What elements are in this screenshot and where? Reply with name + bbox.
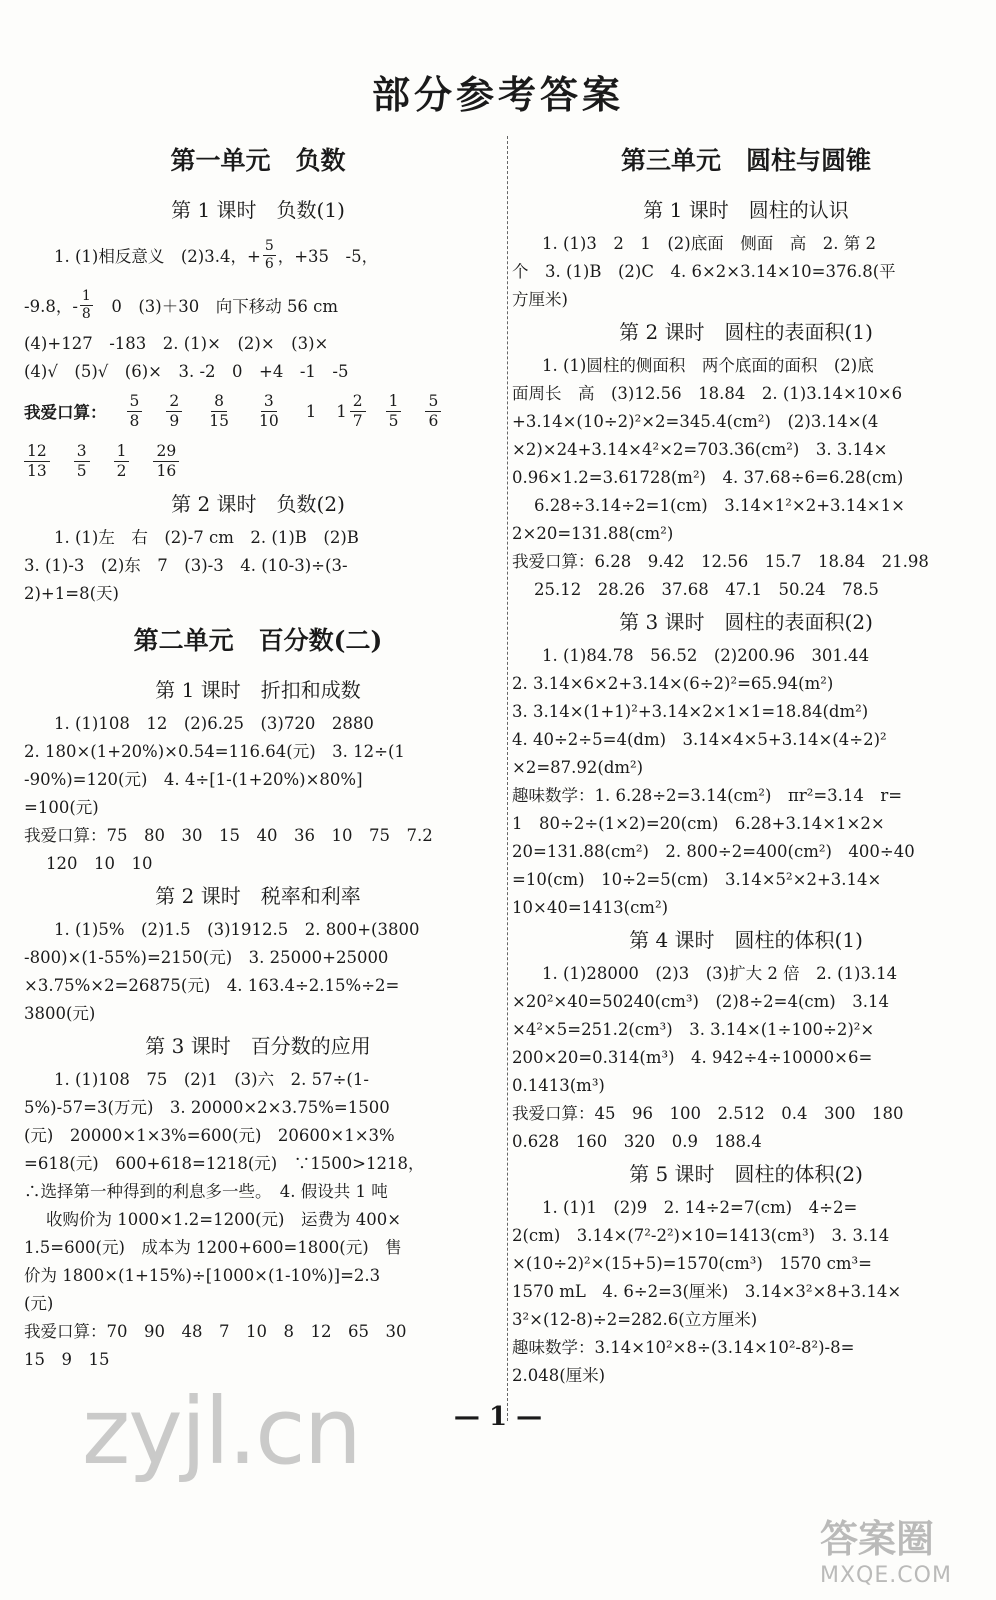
mixed-number: 1 $\frac{2}{7}$: [336, 392, 365, 431]
mental-math-row: 0.628 160 320 0.9 188.4: [512, 1132, 762, 1151]
site-logo: [820, 1508, 970, 1588]
answer-line: 3²×(12-8)÷2=282.6(立方厘米): [512, 1310, 758, 1329]
fun-math-line: 趣味数学：1. 6.28÷2=3.14(cm²) πr²=3.14 r=: [512, 786, 903, 805]
lesson-heading: 第 2 课时 负数(2): [171, 492, 345, 516]
mental-math-row: 15 9 15: [24, 1350, 110, 1369]
mental-math-label: 我爱口算：: [24, 403, 107, 422]
fun-math-line: =10(cm) 10÷2=5(cm) 3.14×5²×2+3.14×: [512, 870, 882, 889]
fraction: $\frac{1}{5}$: [386, 392, 402, 431]
fraction: $\frac{5}{8}$: [127, 392, 143, 431]
answer-line: 面周长 高 (3)12.56 18.84 2. (1)3.14×10×6: [512, 384, 903, 403]
lesson-heading: 第 4 课时 圆柱的体积(1): [629, 928, 863, 952]
answer-line: 0.1413(m³): [512, 1076, 605, 1095]
answer-line: ×2)×24+3.14×4²×2=703.36(cm²) 3. 3.14×: [512, 440, 888, 459]
answer-line: 2. 3.14×6×2+3.14×(6÷2)²=65.94(m²): [512, 674, 834, 693]
right-column: [512, 146, 980, 1390]
lesson-heading: 第 2 课时 圆柱的表面积(1): [619, 320, 873, 344]
answer-line: 1. (1)28000 (2)3 (3)扩大 2 倍 2. (1)3.14: [542, 964, 898, 983]
fraction: $\frac{5}{6}$: [425, 392, 441, 431]
watermark: zyjl.cn: [82, 1378, 360, 1485]
mental-math-row: [24, 386, 492, 436]
answer-line: 收购价为 1000×1.2=1200(元) 运费为 400×: [46, 1210, 402, 1229]
answer-line: 1. (1)圆柱的侧面积 两个底面的面积 (2)底: [542, 356, 874, 375]
answer-line: 2×20=131.88(cm²): [512, 524, 674, 543]
mental-math-row: 25.12 28.26 37.68 47.1 50.24 78.5: [534, 580, 879, 599]
answer-line: =100(元): [24, 798, 99, 817]
left-column: [24, 146, 492, 1374]
answer-line: 2)+1=8(天): [24, 584, 119, 603]
answer-line: (元): [24, 1294, 54, 1313]
mental-math-row: 我爱口算：45 96 100 2.512 0.4 300 180: [512, 1104, 904, 1123]
page-number: — 1 —: [453, 1402, 543, 1432]
answer-text: -9.8，-: [24, 297, 78, 316]
fun-math-line: 10×40=1413(cm²): [512, 898, 669, 917]
fraction: $\frac{1}{2}$: [114, 442, 130, 481]
mental-math-row: 我爱口算：6.28 9.42 12.56 15.7 18.84 21.98: [512, 552, 929, 571]
answer-text: 0 (3)＋30 向下移动 56 cm: [94, 297, 339, 316]
answer-line: 1. (1)108 12 (2)6.25 (3)720 2880: [54, 714, 374, 733]
answer-line: 价为 1800×(1+15%)÷[1000×(1-10%)]=2.3: [24, 1266, 381, 1285]
answer-line: (4)+127 -183 2. (1)× (2)× (3)×: [24, 334, 329, 353]
answer-line: 3. 3.14×(1+1)²+3.14×2×1×1=18.84(dm²): [512, 702, 869, 721]
answer-line: 2(cm) 3.14×(7²-2²)×10=1413(cm³) 3. 3.14: [512, 1226, 890, 1245]
answer-line: [24, 280, 492, 330]
answer-line: 1. (1)左 右 (2)-7 cm 2. (1)B (2)B: [54, 528, 359, 547]
answer-line: 200×20=0.314(m³) 4. 942÷4÷10000×6=: [512, 1048, 873, 1067]
answer-line: -90%)=120(元) 4. 4÷[1-(1+20%)×80%]: [24, 770, 363, 789]
answer-line: -800)×(1-55%)=2150(元) 3. 25000+25000: [24, 948, 389, 967]
fraction: $\frac{8}{15}$: [209, 391, 229, 430]
integer-answer: 1: [305, 401, 317, 421]
answer-line: 1. (1)1 (2)9 2. 14÷2=7(cm) 4÷2=: [542, 1198, 858, 1217]
fraction: $\frac{2}{9}$: [166, 392, 182, 431]
fraction: $\frac{3}{5}$: [74, 442, 90, 481]
answer-line: ×20²×40=50240(cm³) (2)8÷2=4(cm) 3.14: [512, 992, 889, 1011]
answer-line: 2. 180×(1+20%)×0.54=116.64(元) 3. 12÷(1: [24, 742, 405, 761]
answer-line: 1. (1)3 2 1 (2)底面 侧面 高 2. 第 2: [542, 234, 876, 253]
lesson-heading: 第 1 课时 圆柱的认识: [643, 198, 849, 222]
fraction: $\frac{5}{6}$: [264, 237, 274, 272]
answer-line: 1. (1)108 75 (2)1 (3)六 2. 57÷(1-: [54, 1070, 369, 1089]
answer-line: 5%)-57=3(万元) 3. 20000×2×3.75%=1500: [24, 1098, 390, 1117]
fun-math-line: 20=131.88(cm²) 2. 800÷2=400(cm²) 400÷40: [512, 842, 915, 861]
mental-math-row: [24, 436, 492, 486]
mental-math-row: 我爱口算：75 80 30 15 40 36 10 75 7.2: [24, 826, 433, 845]
lesson-heading: 第 3 课时 百分数的应用: [145, 1034, 371, 1058]
answer-line: ×(10÷2)²×(15+5)=1570(cm³) 1570 cm³=: [512, 1254, 872, 1273]
fun-math-line: 2.048(厘米): [512, 1366, 606, 1385]
answer-line: (4)√ (5)√ (6)× 3. -2 0 +4 -1 -5: [24, 362, 349, 381]
answer-line: ×2=87.92(dm²): [512, 758, 644, 777]
answer-line: 4. 40÷2÷5=4(dm) 3.14×4×5+3.14×(4÷2)²: [512, 730, 887, 749]
answer-line: 0.96×1.2=3.61728(m²) 4. 37.68÷6=6.28(cm): [512, 468, 904, 487]
logo-url: MXQE.COM: [820, 1563, 952, 1588]
answer-line: =618(元) 600+618=1218(元) ∵1500>1218，: [24, 1154, 425, 1173]
fraction: $\frac{29}{16}$: [153, 442, 179, 481]
logo-text: 答案圈: [820, 1517, 935, 1561]
fraction: $\frac{12}{13}$: [24, 442, 50, 481]
answer-line: 3. (1)-3 (2)东 7 (3)-3 4. (10-3)÷(3-: [24, 556, 348, 575]
mental-math-row: 120 10 10: [46, 854, 153, 873]
answer-line: (元) 20000×1×3%=600(元) 20600×1×3%: [24, 1126, 395, 1145]
answer-line: [24, 230, 492, 280]
answer-line: 1570 mL 4. 6÷2=3(厘米) 3.14×3²×8+3.14×: [512, 1282, 902, 1301]
answer-line: 1. (1)84.78 56.52 (2)200.96 301.44: [542, 646, 870, 665]
answer-line: ×3.75%×2=26875(元) 4. 163.4÷2.15%÷2=: [24, 976, 400, 995]
answer-line: ×4²×5=251.2(cm³) 3. 3.14×(1÷100÷2)²×: [512, 1020, 875, 1039]
lesson-heading: 第 2 课时 税率和利率: [155, 884, 361, 908]
answer-line: +3.14×(10÷2)²×2=345.4(cm²) (2)3.14×(4: [512, 412, 879, 431]
lesson-heading: 第 3 课时 圆柱的表面积(2): [619, 610, 873, 634]
answer-line: 个 3. (1)B (2)C 4. 6×2×3.14×10=376.8(平: [512, 262, 896, 281]
unit-heading: 第三单元 圆柱与圆锥: [620, 146, 871, 175]
lesson-heading: 第 1 课时 折扣和成数: [155, 678, 361, 702]
lesson-heading: 第 5 课时 圆柱的体积(2): [629, 1162, 863, 1186]
fraction: $\frac{3}{10}$: [258, 391, 279, 430]
unit-heading: 第二单元 百分数(二): [133, 626, 383, 655]
answer-line: 3800(元): [24, 1004, 96, 1023]
fraction: $\frac{1}{8}$: [81, 287, 91, 322]
unit-heading: 第一单元 负数: [170, 146, 346, 175]
answer-line: 方厘米): [512, 290, 568, 309]
fun-math-line: 1 80÷2÷(1×2)=20(cm) 6.28+3.14×1×2×: [512, 814, 885, 833]
mental-math-row: 我爱口算：70 90 48 7 10 8 12 65 30: [24, 1322, 407, 1341]
column-divider: [507, 136, 508, 1421]
page-title: 部分参考答案: [371, 72, 624, 117]
answer-line: 1. (1)5% (2)1.5 (3)1912.5 2. 800+(3800: [54, 920, 420, 939]
fun-math-line: 趣味数学：3.14×10²×8÷(3.14×10²-8²)-8=: [512, 1338, 855, 1357]
answer-line: 1.5=600(元) 成本为 1200+600=1800(元) 售: [24, 1238, 402, 1257]
lesson-heading: 第 1 课时 负数(1): [171, 198, 345, 222]
answer-text: 1. (1)相反意义 (2)3.4，+: [54, 247, 261, 266]
answer-text: ，+35 -5，: [277, 247, 379, 266]
answer-line: ∴选择第一种得到的利息多一些。 4. 假设共 1 吨: [24, 1182, 388, 1201]
answer-line: 6.28÷3.14÷2=1(cm) 3.14×1²×2+3.14×1×: [534, 496, 905, 515]
fraction: $\frac{2}{7}$: [350, 392, 366, 431]
